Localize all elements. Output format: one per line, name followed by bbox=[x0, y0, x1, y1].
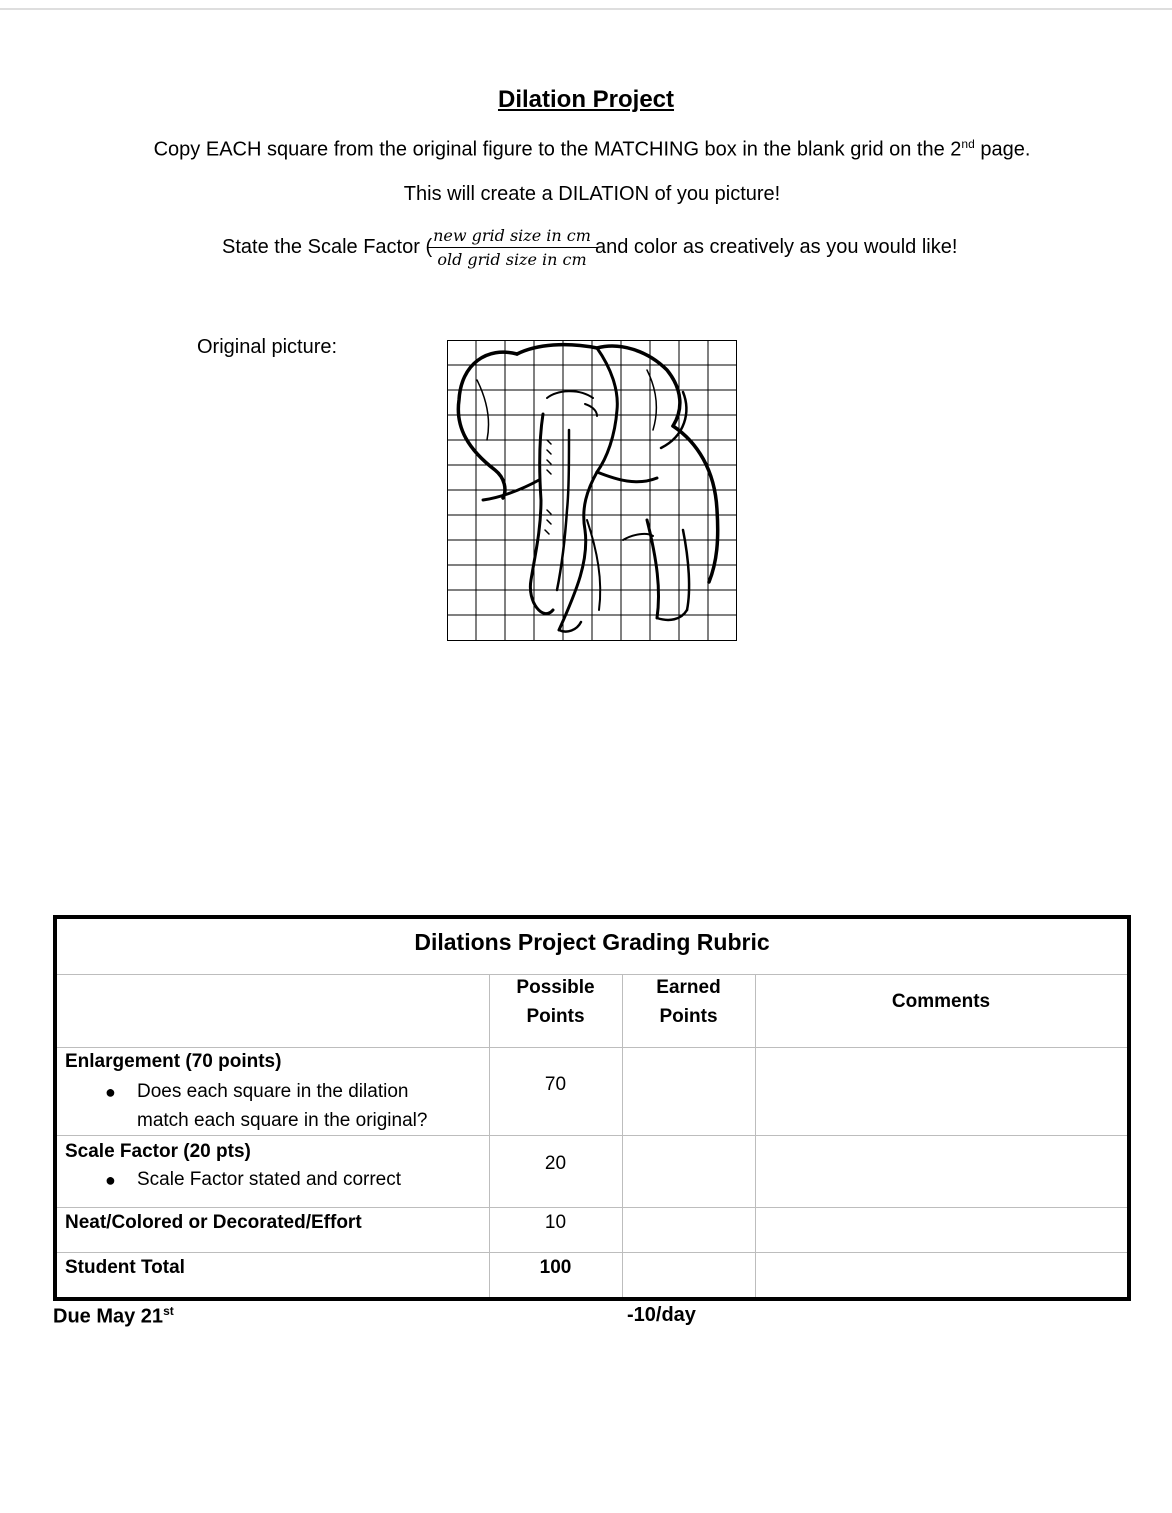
scale-factor-label: State the Scale Factor ( bbox=[222, 236, 433, 258]
due-date-text: Due May 21 bbox=[53, 1305, 164, 1328]
elephant-icon bbox=[447, 340, 737, 641]
bullet-icon: ● bbox=[105, 1082, 116, 1102]
page-title: Dilation Project bbox=[497, 86, 675, 113]
due-date bbox=[53, 1304, 174, 1329]
due-date-sup: st bbox=[163, 1304, 174, 1318]
instruction-line-1-sup: nd bbox=[961, 137, 975, 151]
scale-factor-fraction bbox=[427, 226, 597, 269]
scale-factor-after-text: and color as creatively as you would like! bbox=[595, 236, 958, 258]
instruction-line-1-post: page. bbox=[974, 138, 1031, 161]
row-enlargement-label: Enlargement (70 points) bbox=[65, 1051, 282, 1072]
rubric-column-divider bbox=[755, 975, 756, 1297]
rubric-row-divider bbox=[57, 1252, 1127, 1253]
fraction-denominator: old grid size in cm bbox=[437, 250, 587, 269]
row-scale-factor-points: 20 bbox=[544, 1153, 567, 1174]
possible-points-header bbox=[489, 973, 622, 1031]
row-student-total-points: 100 bbox=[539, 1257, 572, 1278]
rubric-row-divider bbox=[57, 1047, 1127, 1048]
rubric-row-divider bbox=[57, 1207, 1127, 1208]
fraction-numerator: new grid size in cm bbox=[427, 226, 597, 248]
original-picture-label: Original picture: bbox=[197, 336, 338, 358]
possible-points-header-line2: Points bbox=[526, 1006, 585, 1027]
page-top-border bbox=[0, 8, 1172, 10]
earned-points-header-line1: Earned bbox=[656, 977, 721, 998]
row-enlargement-criterion-a: Does each square in the dilation bbox=[137, 1081, 409, 1102]
comments-header: Comments bbox=[891, 991, 991, 1012]
row-student-total-label: Student Total bbox=[65, 1257, 185, 1278]
bullet-icon: ● bbox=[105, 1170, 116, 1190]
possible-points-header-line1: Possible bbox=[516, 977, 595, 998]
rubric-row-divider bbox=[57, 1135, 1127, 1136]
grading-rubric-table bbox=[53, 915, 1131, 1301]
late-penalty: -10/day bbox=[627, 1304, 696, 1326]
instruction-line-2: This will create a DILATION of you picture! bbox=[403, 183, 781, 205]
row-neatness-points: 10 bbox=[544, 1212, 567, 1233]
row-enlargement-points: 70 bbox=[544, 1074, 567, 1095]
row-neatness-label: Neat/Colored or Decorated/Effort bbox=[65, 1212, 362, 1233]
earned-points-header bbox=[622, 973, 755, 1031]
row-enlargement-criterion-b: match each square in the original? bbox=[137, 1110, 428, 1131]
instruction-line-1-pre: Copy EACH square from the original figure to the MATCHING box in the blank grid on the 2 bbox=[153, 138, 962, 161]
row-scale-factor-criterion: Scale Factor stated and correct bbox=[137, 1169, 402, 1190]
earned-points-header-line2: Points bbox=[659, 1006, 718, 1027]
row-scale-factor-label: Scale Factor (20 pts) bbox=[65, 1141, 251, 1162]
instruction-line-1 bbox=[0, 137, 1172, 162]
elephant-grid-image bbox=[447, 340, 737, 641]
rubric-title: Dilations Project Grading Rubric bbox=[57, 919, 1127, 975]
